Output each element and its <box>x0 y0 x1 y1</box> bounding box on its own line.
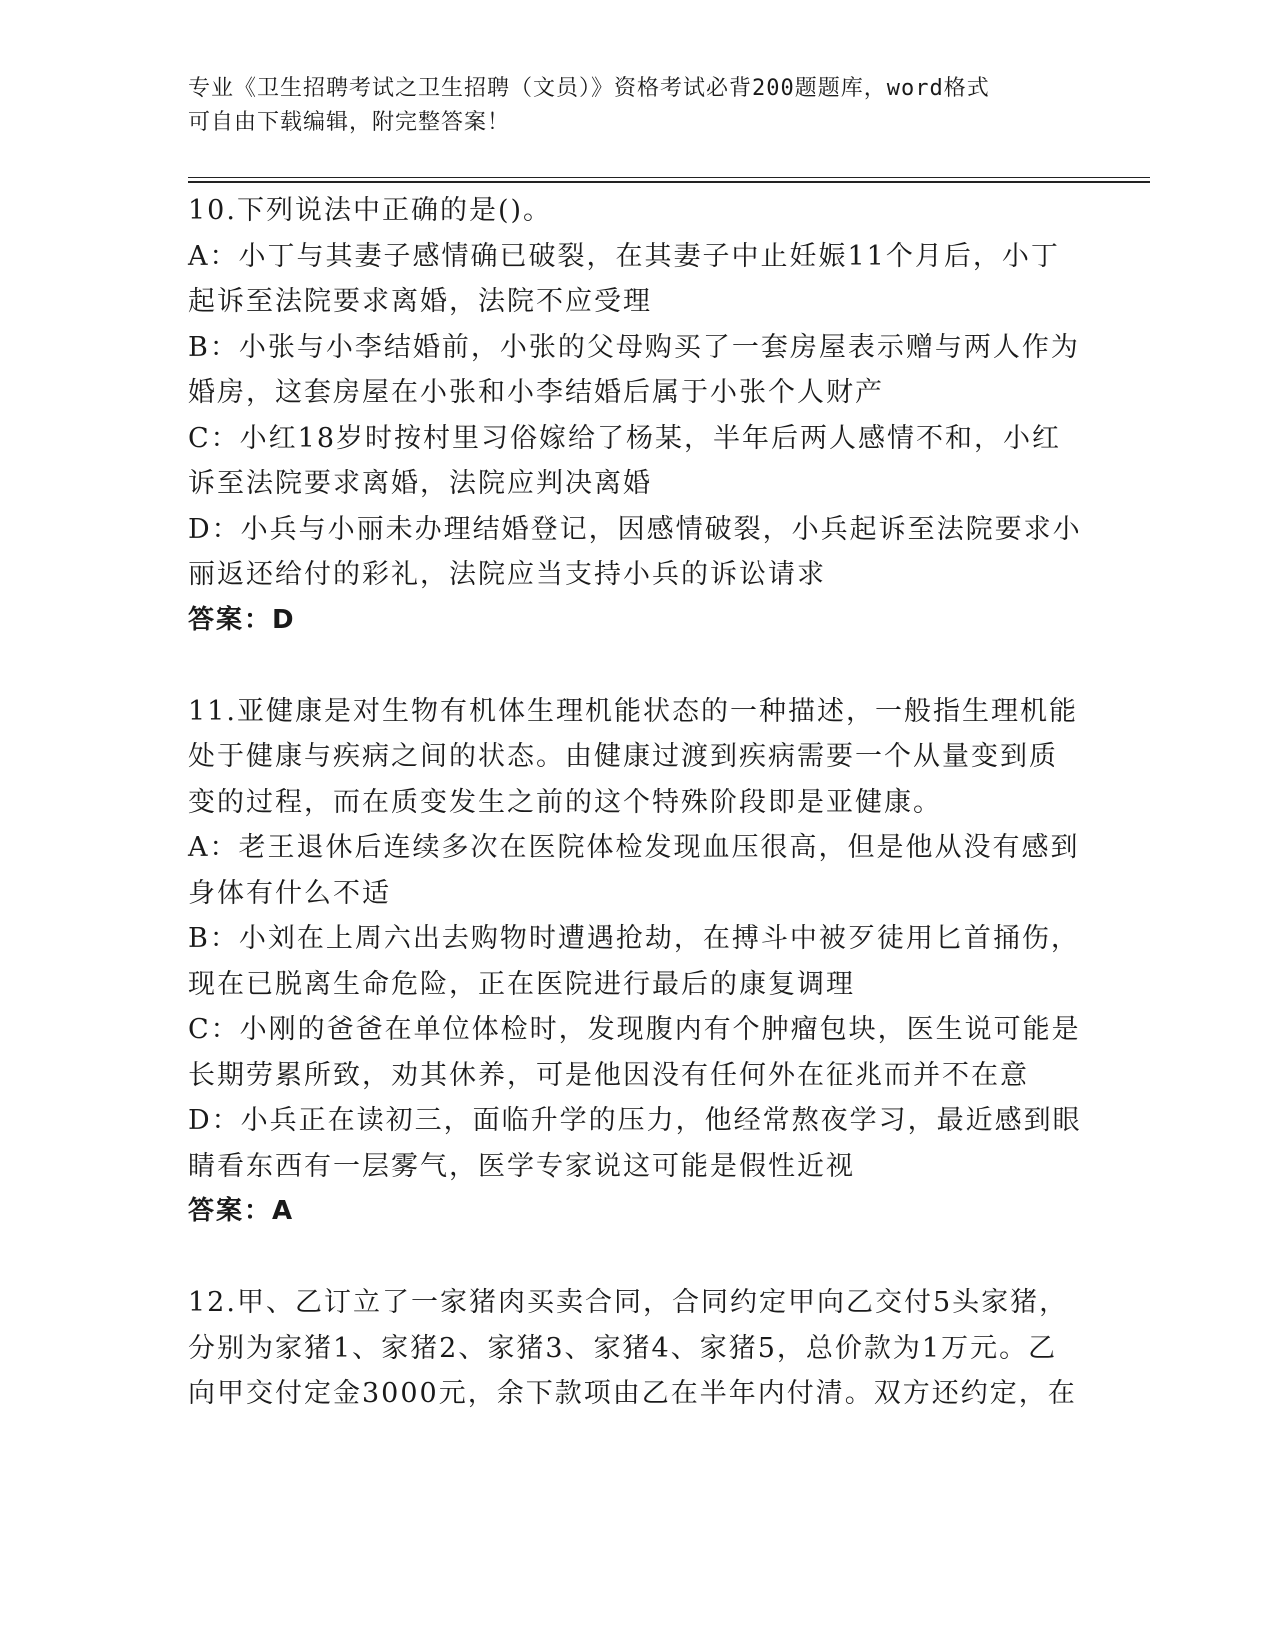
document-header <box>188 72 1068 140</box>
question-11-stem-cont: 处于健康与疾病之间的状态。由健康过渡到疾病需要一个从量变到质 <box>188 741 1058 772</box>
header-title-line-1: 专业《卫生招聘考试之卫生招聘（文员）》资格考试必背200题题库，word格式 <box>188 76 990 101</box>
question-11-option-c-cont: 长期劳累所致，劝其休养，可是他因没有任何外在征兆而并不在意 <box>188 1059 1029 1091</box>
question-11-stem: 11.亚健康是对生物有机体生理机能状态的一种描述，一般指生理机能 <box>188 695 1078 727</box>
question-10-option-d-cont: 丽返还给付的彩礼，法院应当支持小兵的诉讼请求 <box>188 559 826 590</box>
question-list <box>188 188 1088 1417</box>
question-10-option-a: A：小丁与其妻子感情确已破裂，在其妻子中止妊娠11个月后，小丁 <box>188 240 1060 272</box>
question-block <box>188 689 1088 1235</box>
question-10-stem: 10.下列说法中正确的是()。 <box>188 195 553 226</box>
question-10-option-c: C：小红18岁时按村里习俗嫁给了杨某，半年后两人感情不和，小红 <box>188 422 1062 454</box>
question-12-stem: 12.甲、乙订立了一家猪肉买卖合同，合同约定甲向乙交付5头家猪， <box>188 1287 1069 1318</box>
question-11-option-a: A：老王退休后连续多次在医院体检发现血压很高，但是他从没有感到 <box>188 832 1080 863</box>
question-11-option-b-cont: 现在已脱离生命危险，正在医院进行最后的康复调理 <box>188 968 855 1000</box>
header-title-line-2: 可自由下载编辑，附完整答案！ <box>188 110 511 135</box>
header-divider-thin <box>188 177 1150 178</box>
question-11-option-a-cont: 身体有什么不适 <box>188 877 391 909</box>
question-12-stem-cont: 向甲交付定金3000元，余下款项由乙在半年内付清。双方还约定，在 <box>188 1378 1077 1409</box>
question-10-option-b-cont: 婚房，这套房屋在小张和小李结婚后属于小张个人财产 <box>188 377 884 408</box>
question-10-answer: 答案：D <box>188 604 296 635</box>
question-12-stem-cont: 分别为家猪1、家猪2、家猪3、家猪4、家猪5，总价款为1万元。乙 <box>188 1332 1058 1364</box>
question-11-option-d-cont: 睛看东西有一层雾气，医学专家说这可能是假性近视 <box>188 1150 855 1182</box>
question-11-option-b: B：小刘在上周六出去购物时遭遇抢劫，在搏斗中被歹徒用匕首捅伤， <box>188 923 1080 954</box>
question-11-option-c: C：小刚的爸爸在单位体检时，发现腹内有个肿瘤包块，医生说可能是 <box>188 1014 1081 1045</box>
question-11-stem-cont: 变的过程，而在质变发生之前的这个特殊阶段即是亚健康。 <box>188 786 942 818</box>
header-divider-thick <box>188 181 1150 183</box>
question-spacer <box>188 643 1088 689</box>
question-10-option-b: B：小张与小李结婚前，小张的父母购买了一套房屋表示赠与两人作为 <box>188 331 1080 363</box>
question-10-option-d: D：小兵与小丽未办理结婚登记，因感情破裂，小兵起诉至法院要求小 <box>188 513 1082 545</box>
question-block <box>188 1280 1088 1417</box>
question-10-option-c-cont: 诉至法院要求离婚，法院应判决离婚 <box>188 468 652 499</box>
question-11-option-d: D：小兵正在读初三，面临升学的压力，他经常熬夜学习，最近感到眼 <box>188 1105 1082 1136</box>
question-11-answer: 答案：A <box>188 1196 295 1226</box>
question-block <box>188 188 1088 643</box>
question-spacer <box>188 1235 1088 1281</box>
question-10-option-a-cont: 起诉至法院要求离婚，法院不应受理 <box>188 286 652 317</box>
